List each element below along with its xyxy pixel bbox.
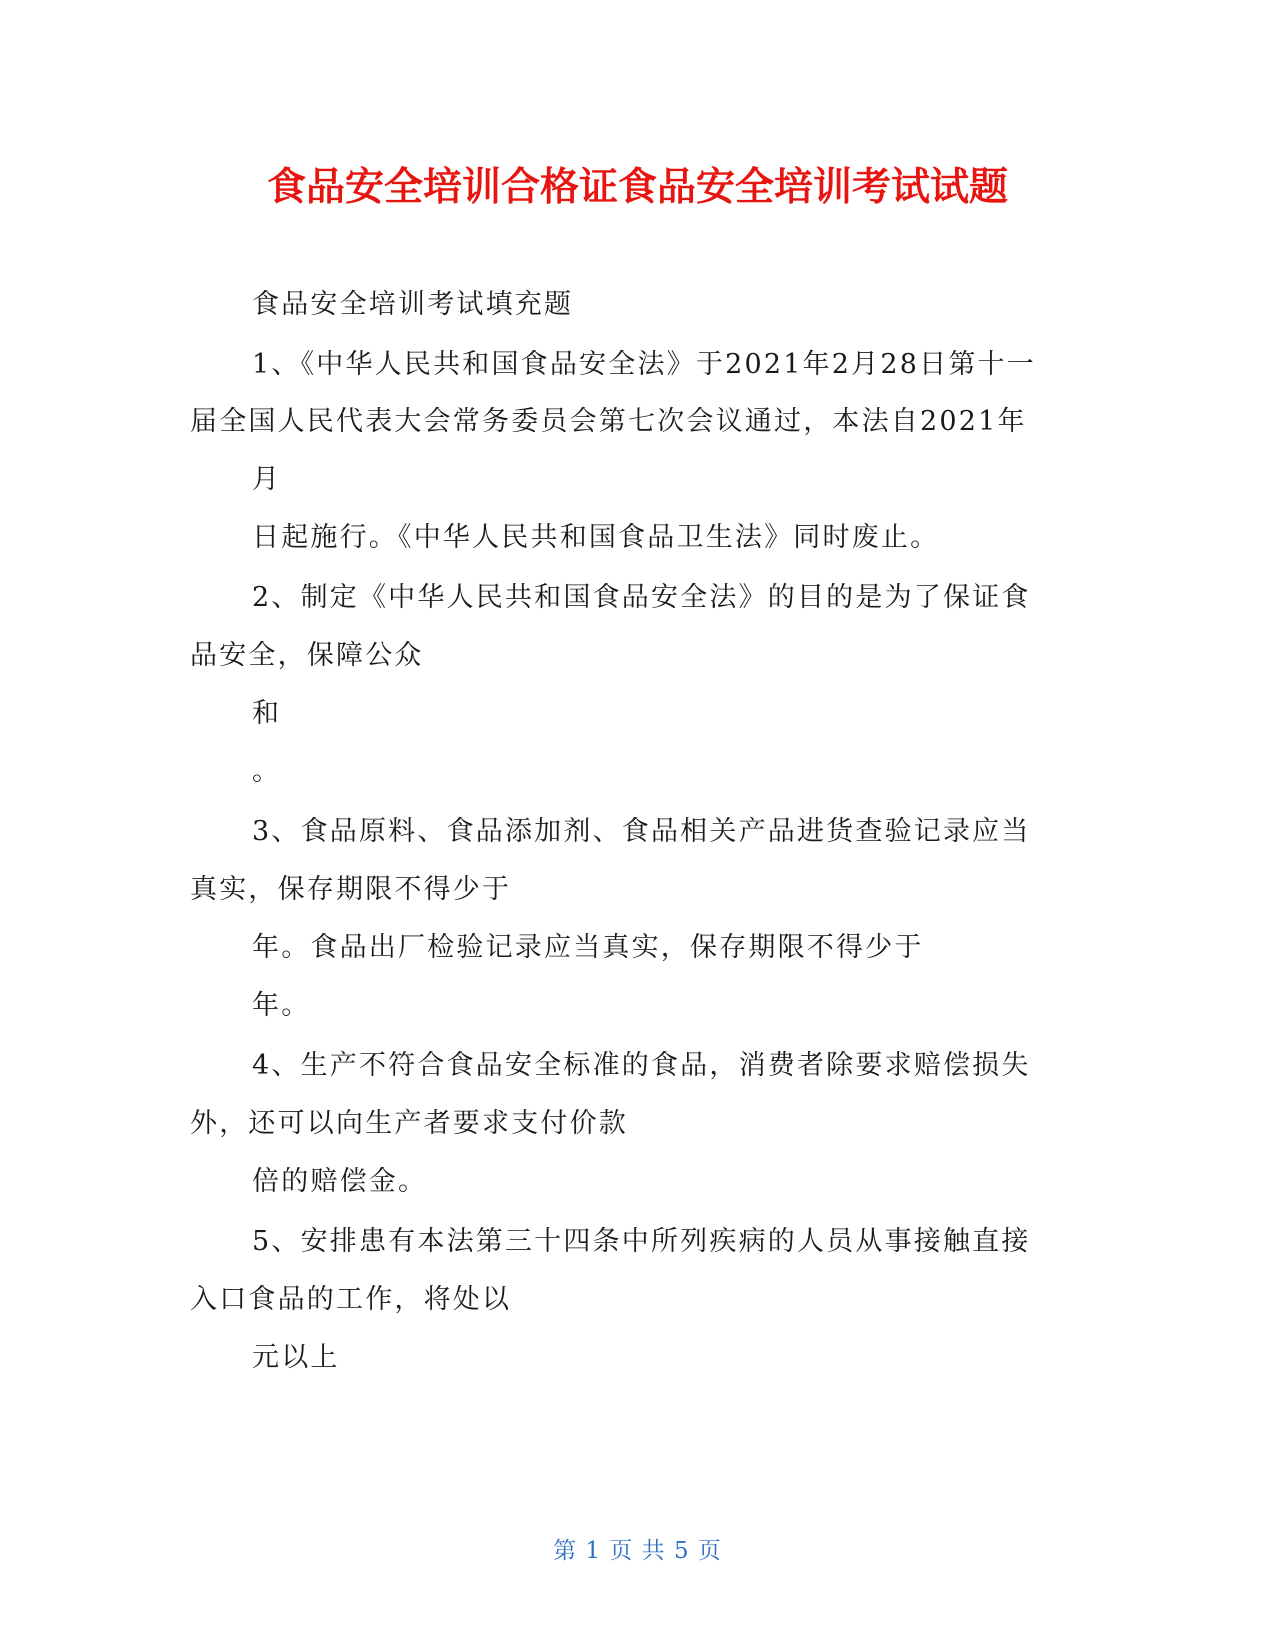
text-line: 真实，保存期限不得少于 xyxy=(190,874,512,905)
text-line: 3、食品原料、食品添加剂、食品相关产品进货查验记录应当 xyxy=(252,816,1031,847)
text-line: 月 xyxy=(252,464,282,495)
text-line: 5、安排患有本法第三十四条中所列疾病的人员从事接触直接 xyxy=(252,1226,1031,1257)
text-line: 。 xyxy=(252,756,282,787)
text-line: 届全国人民代表大会常务委员会第七次会议通过，本法自2021年 xyxy=(190,406,1027,437)
text-line: 日起施行。《中华人民共和国食品卫生法》同时废止。 xyxy=(252,522,940,553)
page-number-footer: 第 1 页 共 5 页 xyxy=(553,1538,722,1564)
text-line: 年。 xyxy=(252,990,311,1021)
text-line: 品安全，保障公众 xyxy=(190,640,424,671)
text-line: 1、《中华人民共和国食品安全法》于2021年2月28日第十一 xyxy=(252,349,1036,380)
section-heading: 食品安全培训考试填充题 xyxy=(252,289,574,320)
text-line: 元以上 xyxy=(252,1342,340,1373)
text-line: 入口食品的工作，将处以 xyxy=(190,1284,512,1315)
text-line: 年。食品出厂检验记录应当真实，保存期限不得少于 xyxy=(252,932,924,963)
page-title: 食品安全培训合格证食品安全培训考试试题 xyxy=(266,165,1008,210)
text-line: 2、制定《中华人民共和国食品安全法》的目的是为了保证食 xyxy=(252,582,1031,613)
text-line: 倍的赔偿金。 xyxy=(252,1166,428,1197)
text-line: 和 xyxy=(252,698,282,729)
text-line: 外，还可以向生产者要求支付价款 xyxy=(190,1108,628,1139)
text-line: 4、生产不符合食品安全标准的食品，消费者除要求赔偿损失 xyxy=(252,1050,1031,1081)
